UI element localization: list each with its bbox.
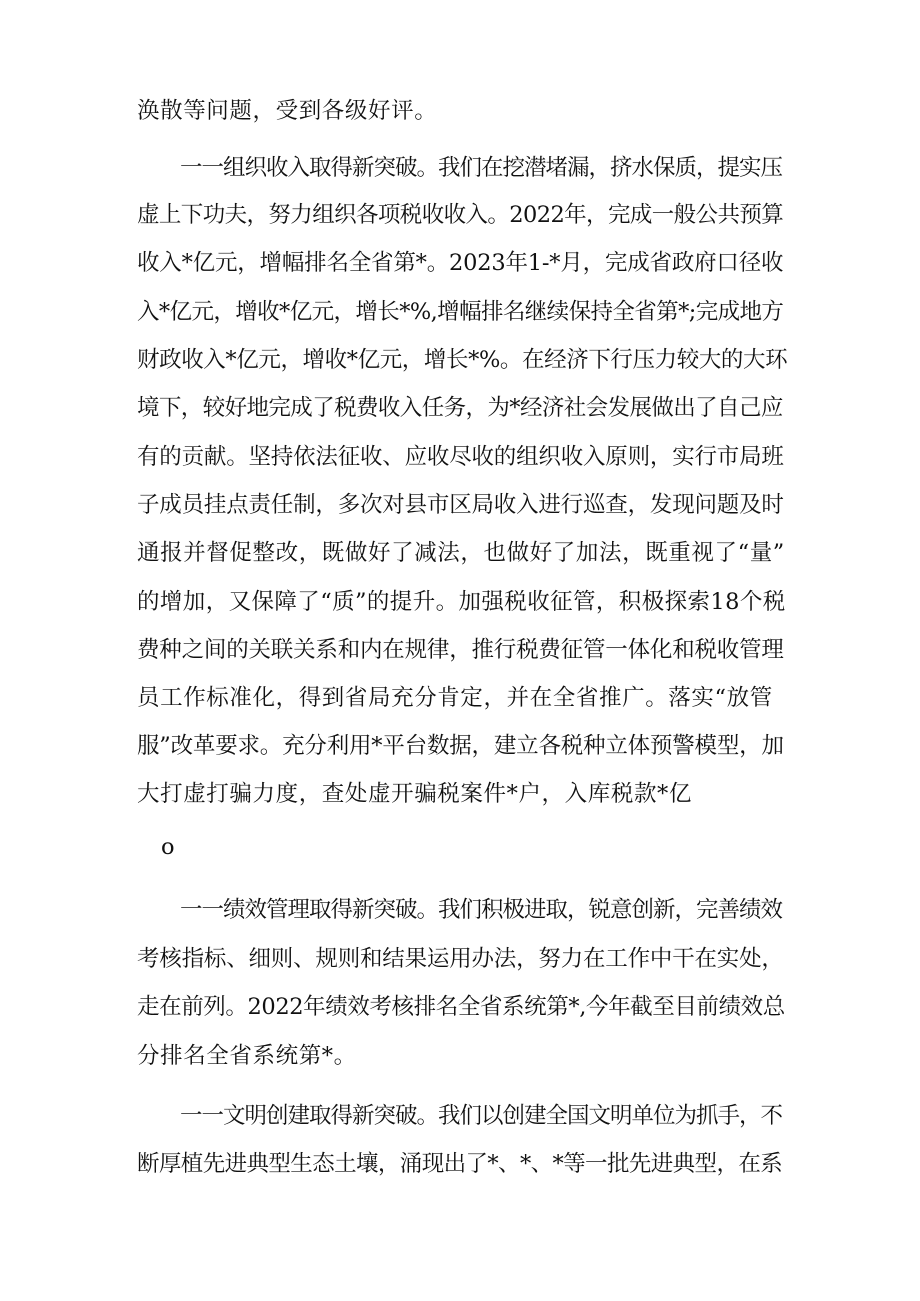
text-line: 财政收入*亿元，增收*亿元，增长*%。在经济下行压力较大的大环	[137, 347, 788, 373]
text-line: 虚上下功夫，努力组织各项税收收入。2022年，完成一般公共预算	[137, 202, 784, 228]
text-line: 入*亿元，增收*亿元，增长*%,增幅排名继续保持全省第*;完成地方	[137, 299, 784, 325]
text-line: 境下，较好地完成了税费收入任务，为*经济社会发展做出了自己应	[137, 395, 783, 421]
text-line: 考核指标、细则、规则和结果运用办法，努力在工作中干在实处，	[137, 946, 784, 972]
text-line: 分排名全省系统第*。	[137, 1043, 357, 1069]
text-line: 收入*亿元，增幅排名全省第*。2023年1-*月，完成省政府口径收	[137, 250, 784, 276]
text-line: 大打虚打骗力度，查处虚开骗税案件*户，入库税款*亿	[137, 781, 693, 807]
text-line: 一一绩效管理取得新突破。我们积极进取，锐意创新，完善绩效	[180, 897, 783, 923]
text-line: 走在前列。2022年绩效考核排名全省系统第*,今年截至目前绩效总	[137, 994, 785, 1020]
text-line: 涣散等问题，受到各级好评。	[137, 98, 438, 124]
text-line: 子成员挂点责任制，多次对县市区局收入进行巡查，发现问题及时	[137, 492, 784, 518]
text-line: 服”改革要求。充分利用*平台数据，建立各税种立体预警模型，加	[137, 733, 784, 759]
text-line: 的增加，又保障了“质”的提升。加强税收征管，积极探索18个税	[137, 589, 786, 615]
text-line: 员工作标准化，得到省局充分肯定，并在全省推广。落实“放管	[137, 685, 773, 711]
text-line: 一一组织收入取得新突破。我们在挖潜堵漏，挤水保质，提实压	[180, 155, 783, 181]
text-line: 有的贡献。坚持依法征收、应收尽收的组织收入原则，实行市局班	[137, 444, 784, 470]
text-line: 通报并督促整改，既做好了减法，也做好了加法，既重视了“量”	[137, 540, 785, 566]
text-line: 断厚植先进典型生态土壤，涌现出了*、*、*等一批先进典型，在系	[137, 1151, 783, 1177]
text-line: 费种之间的关联关系和内在规律，推行税费征管一体化和税收管理	[137, 637, 784, 663]
text-line: o	[161, 834, 173, 860]
text-line: 一一文明创建取得新突破。我们以创建全国文明单位为抓手，不	[180, 1103, 783, 1129]
